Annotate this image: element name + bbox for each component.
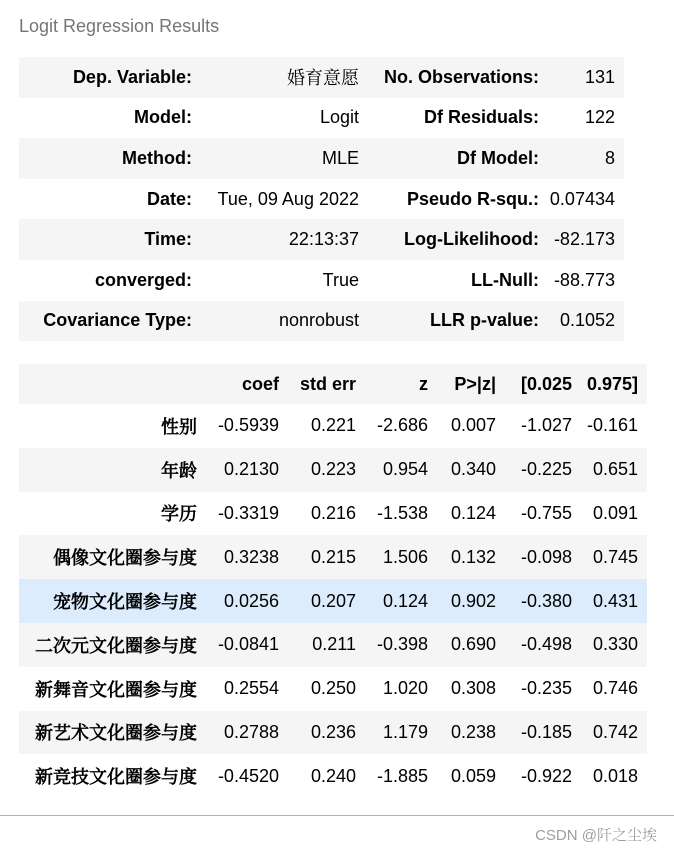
summary-row [19,98,624,139]
variable-name: 新艺术文化圈参与度 [19,711,201,755]
std-err-cell: 0.216 [310,502,356,523]
ci-lower-cell: -1.027 [520,415,572,436]
ci-lower-cell: -0.098 [500,535,576,579]
ci-lower-cell: -0.380 [500,579,576,623]
summary-key: Method: [19,138,199,179]
table-row [19,711,647,755]
column-header-variable [19,364,201,404]
ci-lower-cell: -0.922 [520,765,572,786]
summary-key: LLR p-value: [369,301,549,342]
summary-value: 122 [584,107,615,128]
summary-key: Pseudo R-squ.: [406,188,539,209]
summary-key: Covariance Type: [19,301,199,342]
summary-key: Log-Likelihood: [369,219,549,260]
ci-lower-cell: -0.235 [520,678,572,699]
std-err-cell: 0.215 [283,535,360,579]
variable-name: 新竞技文化圈参与度 [35,767,197,788]
p-value-cell: 0.132 [432,535,500,579]
column-header-z: z [360,364,432,404]
ci-upper-cell: -0.161 [586,415,638,436]
z-cell: 1.020 [382,678,428,699]
std-err-cell: 0.240 [310,765,356,786]
variable-name: 宠物文化圈参与度 [19,579,201,623]
std-err-cell: 0.221 [310,415,356,436]
divider [0,815,674,816]
variable-name: 新舞音文化圈参与度 [35,679,197,700]
table-row [19,404,647,448]
summary-value: 婚育意愿 [199,57,369,98]
z-cell: -0.398 [360,623,432,667]
p-value-cell: 0.238 [432,711,500,755]
variable-name: 性别 [161,416,197,437]
std-err-cell: 0.211 [283,623,360,667]
coef-cell: 0.2788 [201,711,283,755]
z-cell: 0.954 [360,448,432,492]
table-row [19,535,647,579]
column-header-std-err: std err [283,364,360,404]
variable-name: 二次元文化圈参与度 [19,623,201,667]
z-cell: 1.506 [360,535,432,579]
column-header-ci-upper: 0.975] [576,364,647,404]
ci-upper-cell: 0.742 [576,711,647,755]
ci-lower-cell: -0.225 [500,448,576,492]
summary-key: Dep. Variable: [19,57,199,98]
ci-lower-cell: -0.498 [500,623,576,667]
std-err-cell: 0.250 [310,678,356,699]
ci-upper-cell: 0.330 [576,623,647,667]
summary-value: MLE [199,138,369,179]
table-row [19,492,647,536]
z-cell: -2.686 [376,415,428,436]
summary-value: 131 [549,57,624,98]
summary-value: nonrobust [199,301,369,342]
p-value-cell: 0.308 [450,678,496,699]
watermark: CSDN @阡之尘埃 [535,827,657,844]
model-summary-table [19,57,624,341]
coef-cell: -0.3319 [217,502,279,523]
column-header-ci-lower: [0.025 [500,364,576,404]
summary-value: Logit [319,107,359,128]
summary-row [19,179,624,220]
summary-value: 0.1052 [549,301,624,342]
ci-upper-cell: 0.745 [576,535,647,579]
z-cell: -1.885 [376,765,428,786]
summary-value: 0.07434 [549,188,615,209]
summary-value: -82.173 [549,219,624,260]
ci-upper-cell: 0.018 [592,765,638,786]
table-row [19,667,647,711]
z-cell: 0.124 [360,579,432,623]
z-cell: -1.538 [376,502,428,523]
z-cell: 1.179 [360,711,432,755]
coef-cell: -0.4520 [217,765,279,786]
summary-row [19,260,624,301]
ci-upper-cell: 0.431 [576,579,647,623]
std-err-cell: 0.223 [283,448,360,492]
p-value-cell: 0.902 [432,579,500,623]
summary-row [19,138,624,179]
p-value-cell: 0.007 [450,415,496,436]
ci-upper-cell: 0.091 [592,502,638,523]
coef-cell: -0.0841 [201,623,283,667]
coef-cell: 0.0256 [201,579,283,623]
summary-row [19,301,624,342]
coef-cell: 0.2130 [201,448,283,492]
summary-key: converged: [94,269,192,290]
ci-upper-cell: 0.746 [592,678,638,699]
variable-name: 年龄 [19,448,201,492]
summary-key: Model: [134,107,192,128]
p-value-cell: 0.059 [450,765,496,786]
coefficients-header-row [19,364,647,404]
std-err-cell: 0.236 [283,711,360,755]
table-row [19,623,647,667]
summary-value: Tue, 09 Aug 2022 [217,188,359,209]
p-value-cell: 0.690 [432,623,500,667]
variable-name: 偶像文化圈参与度 [19,535,201,579]
p-value-cell: 0.124 [450,502,496,523]
column-header-p-value: P>|z| [432,364,500,404]
coef-cell: -0.5939 [217,415,279,436]
table-caption: Logit Regression Results [19,16,220,36]
table-row-hovered [19,579,647,623]
summary-value: 8 [549,138,624,179]
table-row [19,448,647,492]
summary-row [19,57,624,98]
variable-name: 学历 [161,504,197,525]
summary-value: True [322,269,359,290]
summary-row [19,219,624,260]
summary-key: Df Residuals: [423,107,539,128]
coef-cell: 0.2554 [223,678,279,699]
coefficients-table [19,364,647,798]
summary-key: Df Model: [369,138,549,179]
summary-key: LL-Null: [471,269,539,290]
ci-upper-cell: 0.651 [576,448,647,492]
summary-key: Time: [19,219,199,260]
table-row [19,754,647,798]
coef-cell: 0.3238 [201,535,283,579]
ci-lower-cell: -0.185 [500,711,576,755]
summary-value: 22:13:37 [199,219,369,260]
summary-value: -88.773 [553,269,615,290]
summary-key: Date: [146,188,192,209]
summary-key: No. Observations: [369,57,549,98]
std-err-cell: 0.207 [283,579,360,623]
ci-lower-cell: -0.755 [520,502,572,523]
p-value-cell: 0.340 [432,448,500,492]
column-header-coef: coef [201,364,283,404]
